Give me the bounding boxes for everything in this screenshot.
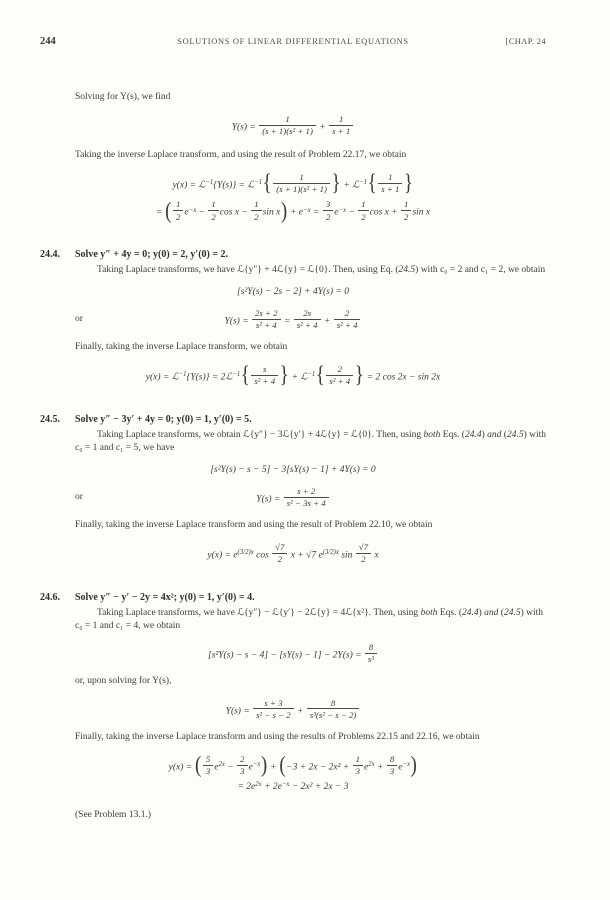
fraction-numerator: 2 bbox=[334, 308, 361, 320]
equation: y(x) = ℒ$^{-1}${Y(s)} = ℒ$^{-1}${ $\frac{1}{\text{(s + 1)(s² + 1)}}$ } + ℒ$^{-1}${ $\frac{1}{s + 1}$ } bbox=[172, 170, 414, 197]
eq-token-s: 2x bbox=[368, 761, 375, 769]
eq-token-f bbox=[365, 642, 377, 664]
text-segment: 24.5 bbox=[398, 264, 416, 275]
text-segment: 24.4 bbox=[462, 607, 479, 618]
fraction-numerator: 1 bbox=[251, 199, 261, 211]
eq-token-t: = bbox=[310, 207, 322, 218]
eq-token-t: + ℒ bbox=[341, 180, 360, 191]
eq-token-t: [s²Y(s) − s − 4] − [sY(s) − 1] − 2Y(s) = bbox=[208, 650, 364, 661]
fraction-denominator: 2 bbox=[325, 211, 331, 222]
paragraph bbox=[75, 429, 546, 455]
eq-token-f bbox=[356, 542, 371, 564]
fraction-denominator: s² + 4 bbox=[336, 320, 358, 331]
paragraph bbox=[75, 264, 546, 277]
paragraph bbox=[75, 607, 546, 633]
eq-token-f bbox=[208, 199, 218, 221]
paragraph: Taking the inverse Laplace transform, and using the result of Problem 22.17, we obtain bbox=[75, 150, 407, 161]
fraction-denominator: s³ bbox=[367, 654, 374, 665]
fraction-denominator: 2 bbox=[175, 211, 181, 222]
see-note: (See Problem 13.1.) bbox=[75, 810, 151, 821]
fraction-numerator: √7 bbox=[356, 542, 371, 554]
eq-token-t: x bbox=[372, 550, 379, 561]
eq-token-f bbox=[284, 486, 329, 508]
eq-token-t: x + √7 e bbox=[288, 550, 323, 561]
paragraph: Solving for Y(s), we find bbox=[75, 92, 171, 102]
problem-number: 24.4. bbox=[40, 248, 60, 260]
text-segment: Taking Laplace transforms, we have ℒ{y″} − ℒ{y′} − 2ℒ{y} = 4ℒ{x²}. Then, using bbox=[97, 607, 421, 618]
text-segment: 24.5 bbox=[506, 429, 524, 440]
eq-token-s: −x bbox=[281, 781, 290, 788]
eq-token-s: −x bbox=[303, 206, 311, 214]
fraction-numerator: 1 bbox=[259, 114, 316, 126]
paragraph: Finally, taking the inverse Laplace transform, we obtain bbox=[75, 342, 288, 353]
eq-token-f bbox=[326, 364, 353, 386]
eq-token-t: [s²Y(s) − 2s − 2] + 4Y(s) = 0 bbox=[237, 287, 349, 298]
eq-token-f bbox=[203, 754, 213, 776]
eq-token-s: −1 bbox=[359, 179, 368, 187]
equation: = ( $\frac{1}{2}$ $e^{-x}$ − $\frac{1}{2}$ cos x − $\frac{1}{2}$ $\sin x) + e^{-x}$ = $\frac{3}{2}$ $e^{-x}$ − $\frac{1}{2}$ cos x + $\frac{1}{2}$ sin x bbox=[155, 198, 431, 224]
eq-token-t: y(x) = ℒ bbox=[172, 180, 206, 191]
fraction-denominator: s² − 3s + 4 bbox=[286, 498, 326, 509]
text-segment: Eqs. ( bbox=[440, 429, 465, 440]
eq-token-s: −1 bbox=[254, 179, 263, 187]
equation-row bbox=[40, 363, 546, 389]
fraction-numerator: 1 bbox=[358, 199, 368, 211]
eq-token-f bbox=[251, 199, 261, 221]
equation: y(x) = ℒ$^{-1}${Y(s)} = 2ℒ$^{-1}${ $\frac{s}{\text{s² + 4}}$ } + ℒ$^{-1}${ $\frac{2}{\text{s² + 4}}$ } = 2 cos 2x − sin 2x bbox=[145, 363, 441, 389]
fraction-numerator: 5 bbox=[203, 754, 213, 766]
fraction-denominator: 2 bbox=[211, 211, 216, 222]
text-segment: and bbox=[487, 429, 502, 440]
eq-token-t: e bbox=[398, 762, 403, 773]
equation-row bbox=[40, 198, 546, 224]
fraction-denominator: s² − s − 2 bbox=[256, 709, 291, 720]
eq-token-f bbox=[401, 199, 411, 221]
text-segment: 24.5 bbox=[503, 607, 521, 618]
equation-row bbox=[40, 642, 546, 664]
equation-row bbox=[40, 752, 546, 779]
eq-token-s: −1 bbox=[307, 371, 316, 379]
eq-token-t: {Y(s)} = 2ℒ bbox=[186, 372, 233, 383]
equation bbox=[40, 486, 546, 508]
equation-row bbox=[40, 286, 546, 299]
eq-token-t: + bbox=[294, 706, 306, 717]
equation bbox=[40, 698, 546, 720]
eq-token-f bbox=[329, 114, 353, 136]
eq-token-t: − bbox=[196, 207, 208, 218]
problem-24-3-continuation bbox=[40, 91, 546, 222]
paragraph: or, upon solving for Y(s), bbox=[75, 676, 172, 687]
fraction-denominator: s² + 4 bbox=[329, 376, 351, 387]
eq-token-f bbox=[259, 114, 316, 136]
or-label: or bbox=[75, 492, 83, 503]
eq-token-t: y(x) = e bbox=[207, 550, 238, 561]
fraction-denominator: 3 bbox=[355, 766, 360, 777]
fraction-denominator: 2 bbox=[404, 211, 409, 222]
eq-token-f bbox=[251, 364, 278, 386]
fraction-numerator: 8 bbox=[387, 754, 397, 766]
fraction-numerator: 1 bbox=[401, 199, 411, 211]
fraction-numerator: 8 bbox=[365, 642, 377, 654]
equation bbox=[40, 464, 546, 477]
equation bbox=[40, 642, 546, 664]
fraction-denominator: 2 bbox=[361, 211, 366, 222]
text-segment: ) with c₀ = 1 and c₁ = 4, we obtain bbox=[75, 607, 544, 631]
equation-row bbox=[40, 464, 546, 477]
eq-token-s: (3/2)x bbox=[237, 549, 254, 557]
problem-heading bbox=[40, 249, 546, 260]
text-segment: Taking Laplace transforms, we have ℒ{y″} + 4ℒ{y} = ℒ{0}. Then, using Eq. ( bbox=[97, 264, 399, 275]
eq-token-f bbox=[294, 308, 321, 330]
eq-token-t: cos bbox=[253, 550, 272, 561]
problem-24-5 bbox=[40, 414, 546, 565]
equation-row bbox=[40, 170, 546, 197]
eq-token-f bbox=[358, 199, 368, 221]
fraction-denominator: 2 bbox=[277, 554, 282, 565]
fraction-numerator: 3 bbox=[323, 199, 333, 211]
equation-row bbox=[40, 308, 546, 330]
running-head bbox=[40, 36, 546, 47]
eq-token-t: Y(s) = bbox=[256, 494, 283, 505]
page-number: 244 bbox=[40, 36, 56, 47]
chapter-reference: [CHAP. 24 bbox=[505, 37, 546, 46]
eq-token-t: − 2x² + 2x − 3 bbox=[289, 782, 349, 793]
eq-token-t: Y(s) = bbox=[224, 316, 251, 327]
text-segment: Eqs. ( bbox=[437, 607, 462, 618]
chapter-title: SOLUTIONS OF LINEAR DIFFERENTIAL EQUATIONS bbox=[177, 37, 409, 46]
fraction-numerator: s + 3 bbox=[253, 698, 294, 710]
eq-token-t: e bbox=[248, 762, 253, 773]
fraction-denominator: s² + 4 bbox=[254, 376, 276, 387]
fraction-numerator: s + 2 bbox=[284, 486, 329, 498]
eq-token-t: + bbox=[316, 122, 329, 133]
eq-token-t: e bbox=[184, 207, 189, 218]
problem-24-4 bbox=[40, 249, 546, 387]
eq-token-t: cos x + bbox=[369, 207, 401, 218]
eq-token-s: 2x bbox=[255, 781, 262, 788]
problem-statement: Solve y″ − 3y′ + 4y = 0; y(0) = 1, y′(0) = 5. bbox=[75, 413, 252, 425]
eq-token-f bbox=[307, 698, 359, 720]
fraction-denominator: (s + 1)(s² + 1) bbox=[262, 126, 313, 137]
eq-token-t: [s²Y(s) − s − 5] − 3[sY(s) − 1] + 4Y(s) = 0 bbox=[210, 465, 376, 476]
eq-token-f bbox=[323, 199, 333, 221]
eq-token-t: {Y(s)} = ℒ bbox=[213, 180, 255, 191]
problem-number: 24.5. bbox=[40, 413, 60, 425]
eq-token-s: −x bbox=[402, 761, 411, 769]
fraction-numerator: 2 bbox=[237, 754, 247, 766]
text-segment: both bbox=[423, 429, 441, 440]
text-segment: both bbox=[420, 607, 438, 618]
problem-statement: Solve y″ + 4y = 0; y(0) = 2, y′(0) = 2. bbox=[75, 248, 229, 260]
equation-row bbox=[40, 486, 546, 508]
eq-token-f bbox=[272, 542, 287, 564]
eq-token-t: sin x bbox=[262, 207, 281, 218]
eq-token-f bbox=[334, 308, 361, 330]
eq-token-t: cos x − bbox=[219, 207, 251, 218]
equation bbox=[40, 781, 546, 794]
eq-token-t: Y(s) = bbox=[225, 706, 253, 717]
eq-token-s: −1 bbox=[178, 371, 187, 379]
text-segment: ) with c₀ = 2 and c₁ = 2, we obtain bbox=[415, 264, 546, 275]
eq-token-t: = 2 cos 2x − sin 2x bbox=[364, 372, 441, 383]
fraction-numerator: 2s + 2 bbox=[252, 308, 281, 320]
eq-token-t: + bbox=[267, 762, 279, 773]
fraction-denominator: 3 bbox=[205, 766, 211, 777]
text-segment: and bbox=[484, 607, 499, 618]
fraction-numerator: √7 bbox=[272, 542, 287, 554]
fraction-denominator: s² + 4 bbox=[255, 320, 277, 331]
equation bbox=[40, 114, 546, 136]
text-segment: ) with c₀ = 1 and c₁ = 5, we have bbox=[75, 429, 546, 453]
eq-token-s: −x bbox=[252, 761, 261, 769]
eq-token-f bbox=[273, 172, 330, 194]
or-label: or bbox=[75, 314, 83, 325]
eq-token-t: sin bbox=[338, 550, 355, 561]
eq-token-f bbox=[252, 308, 281, 330]
fraction-numerator: 1 bbox=[173, 199, 183, 211]
fraction-numerator: 1 bbox=[329, 114, 353, 126]
eq-token-t: e bbox=[214, 762, 219, 773]
eq-token-t: − bbox=[346, 207, 358, 218]
fraction-denominator: s + 1 bbox=[332, 126, 351, 137]
eq-token-t: e bbox=[364, 762, 369, 773]
eq-token-s: 2x bbox=[218, 761, 225, 769]
fraction-denominator: 2 bbox=[254, 211, 259, 222]
eq-token-t: + 2e bbox=[261, 782, 282, 793]
eq-token-f bbox=[173, 199, 183, 221]
equation-row bbox=[40, 698, 546, 720]
eq-token-t: y(x) = ℒ bbox=[145, 372, 179, 383]
equation bbox=[40, 308, 546, 330]
problem-24-6 bbox=[40, 592, 546, 823]
eq-token-s: −x bbox=[188, 206, 197, 214]
equation: y(x) = ( $\frac{5}{3}$ $e^{2x}$ − $\frac{2}{3}$ $e^{-x}) + (-3 + 2x - 2x^2$ + $\frac{1}{3}$ $e^{2x}$ + $\frac{8}{3}$ $e^{-x}$) bbox=[168, 752, 417, 779]
problem-statement: Solve y″ − y′ − 2y = 4x²; y(0) = 1, y′(0) = 4. bbox=[75, 591, 255, 603]
eq-token-t: + bbox=[374, 762, 386, 773]
fraction-numerator: 2s bbox=[294, 308, 321, 320]
eq-token-t: + e bbox=[287, 207, 304, 218]
problem-number: 24.6. bbox=[40, 591, 60, 603]
eq-token-s: −1 bbox=[205, 179, 214, 187]
fraction-denominator: s² + 4 bbox=[296, 320, 318, 331]
fraction-denominator: s³(s² − s − 2) bbox=[309, 709, 357, 720]
eq-token-f bbox=[253, 698, 294, 720]
fraction-numerator: 1 bbox=[353, 754, 363, 766]
eq-token-s: −1 bbox=[232, 371, 241, 379]
paragraph: Finally, taking the inverse Laplace transform and using the results of Problems 22.15 and 22.16, we obtain bbox=[75, 731, 480, 742]
eq-token-t: sin x bbox=[412, 207, 431, 218]
eq-token-f bbox=[353, 754, 363, 776]
fraction-numerator: 1 bbox=[273, 172, 330, 184]
fraction-numerator: s bbox=[251, 364, 278, 376]
equation-row bbox=[40, 542, 546, 564]
eq-token-s: (3/2)x bbox=[322, 549, 339, 557]
text-segment: Taking Laplace transforms, we obtain ℒ{y″} − 3ℒ{y′} + 4ℒ{y} = ℒ{0}. Then, using bbox=[97, 429, 424, 440]
fraction-denominator: 3 bbox=[240, 766, 245, 777]
fraction-denominator: 3 bbox=[389, 766, 395, 777]
fraction-denominator: (s + 1)(s² + 1) bbox=[276, 184, 327, 195]
fraction-numerator: 2 bbox=[326, 364, 353, 376]
text-segment: ( bbox=[498, 607, 504, 618]
eq-token-t: = bbox=[155, 207, 165, 218]
fraction-numerator: 8 bbox=[307, 698, 359, 710]
text-segment: ) bbox=[478, 607, 485, 618]
eq-token-t: − bbox=[224, 762, 237, 773]
eq-token-t: + bbox=[321, 316, 333, 327]
equation-row bbox=[40, 114, 546, 136]
eq-token-f bbox=[387, 754, 397, 776]
fraction-numerator: 1 bbox=[378, 172, 402, 184]
text-segment: 24.4 bbox=[464, 429, 482, 440]
text-segment: ( bbox=[501, 429, 507, 440]
equation bbox=[40, 542, 546, 564]
eq-token-t: −3 + 2x − 2x² + bbox=[286, 762, 352, 773]
equation bbox=[40, 286, 546, 299]
fraction-denominator: s + 1 bbox=[381, 184, 400, 195]
eq-token-t: + ℒ bbox=[289, 372, 308, 383]
eq-token-t: = 2e bbox=[237, 782, 256, 793]
equation-row bbox=[40, 781, 546, 794]
eq-token-f bbox=[378, 172, 402, 194]
eq-token-t: y(x) = bbox=[168, 762, 195, 773]
eq-token-s: −x bbox=[338, 206, 347, 214]
fraction-numerator: 1 bbox=[208, 199, 218, 211]
eq-token-t: e bbox=[334, 207, 339, 218]
text-segment: ) bbox=[481, 429, 488, 440]
problem-heading bbox=[40, 414, 546, 425]
eq-token-t: = bbox=[281, 316, 293, 327]
fraction-denominator: 2 bbox=[361, 554, 366, 565]
paragraph: Finally, taking the inverse Laplace transform and using the result of Problem 22.10, we obtain bbox=[75, 520, 433, 531]
problem-heading bbox=[40, 592, 546, 603]
eq-token-f bbox=[237, 754, 247, 776]
eq-token-t: Y(s) = bbox=[231, 122, 259, 133]
